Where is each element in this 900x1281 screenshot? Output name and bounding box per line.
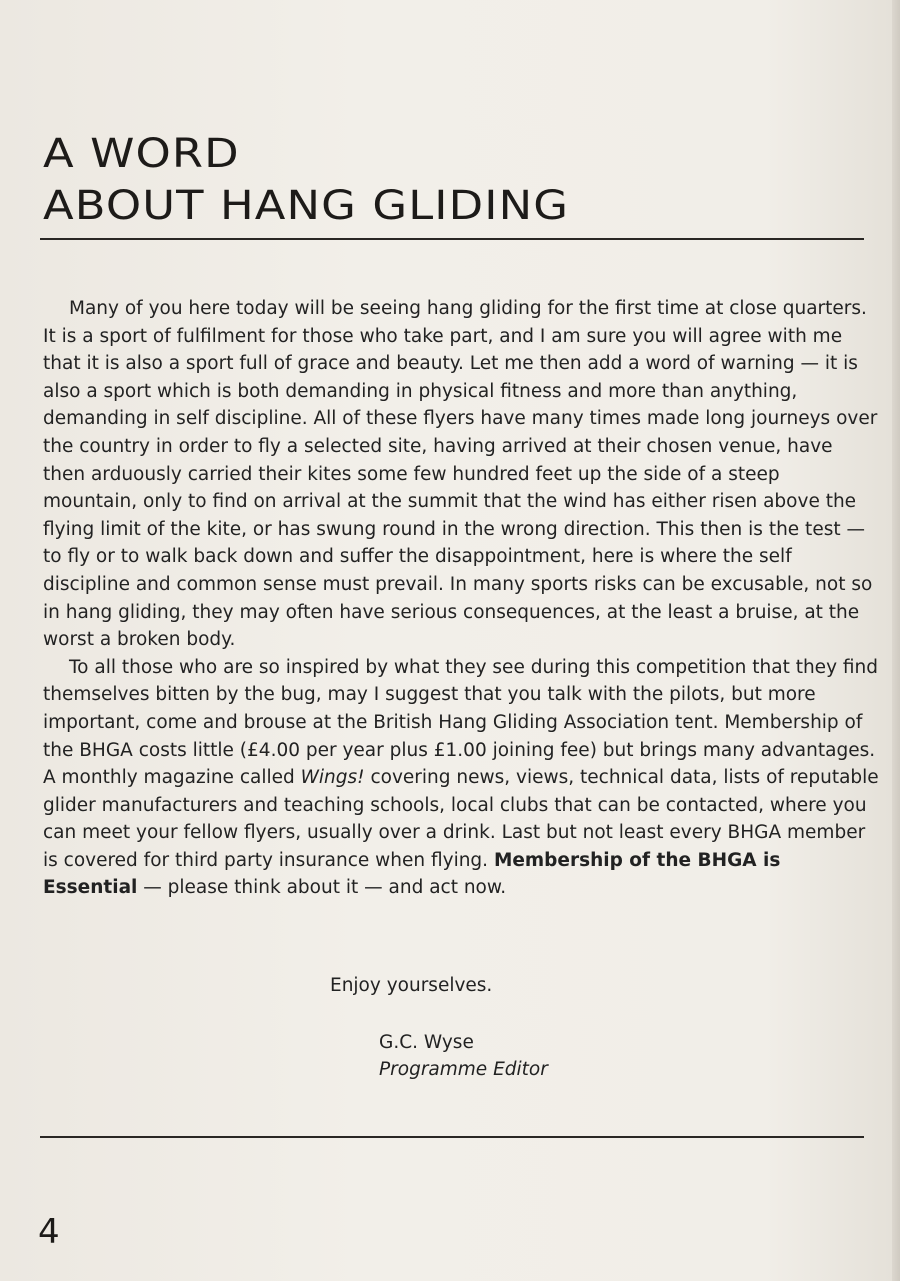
paragraph-2 [43, 654, 879, 902]
paragraph-1: Many of you here today will be seeing hang gliding for the first time at close quarters. It is a sport of fulfilment for those who take part, and I am sure you will agree with me that it is also a sport full of grace and beauty. Let me then add a word of warning — it is also a sport which is both demanding in physical fitness and more than anything, demanding in self discipline. All of these flyers have many times made long journeys over the country in order to fly a selected site, having arrived at their chosen venue, have then arduously carried their kites some few hundred feet up the side of a steep mountain, only to find on arrival at the summit that the wind has either risen above the flying limit of the kite, or has swung round in the wrong direction. This then is the test — to fly or to walk back down and suffer the disappointment, here is where the self discipline and common sense must prevail. In many sports risks can be excusable, not so in hang gliding, they may often have serious consequences, at the least a bruise, at the worst a broken body. [43, 298, 878, 651]
membership-emphasis: Membership of the BHGA is Essential [43, 849, 781, 899]
closing-line: Enjoy yourselves. [330, 975, 493, 996]
title-line-2: ABOUT HANG GLIDING [43, 183, 570, 229]
footer-divider [40, 1136, 864, 1138]
paragraph-2-end: — please think about it — and act now. [137, 877, 507, 899]
paragraph-2-start: To all those who are so inspired by what they see during this competition that they find themselves bitten by the bug, may I suggest that you talk with the pilots, but more important, come and brouse at the British Hang Gliding Association tent. Membership of the BHGA costs little (£4.00 per year plus £1.00 joining fee) but brings many advantages. A monthly magazine called [43, 656, 879, 789]
page-spine [892, 0, 900, 1281]
title-line-1: A WORD [43, 131, 240, 177]
title-divider [40, 238, 864, 240]
magazine-title: Wings! [300, 767, 365, 789]
signature [379, 1029, 548, 1083]
page-number: 4 [38, 1212, 60, 1252]
article-body [43, 295, 879, 902]
page-title [43, 128, 569, 232]
paragraph-2-middle: covering news, views, technical data, lists of reputable glider manufacturers and teaching schools, local clubs that can be contacted, where you can meet your fellow flyers, usually over a drink. Last but not least every BHGA member is covered for third party insurance when flying. [43, 767, 879, 871]
signature-name: G.C. Wyse [379, 1032, 474, 1053]
signature-role: Programme Editor [379, 1059, 548, 1080]
